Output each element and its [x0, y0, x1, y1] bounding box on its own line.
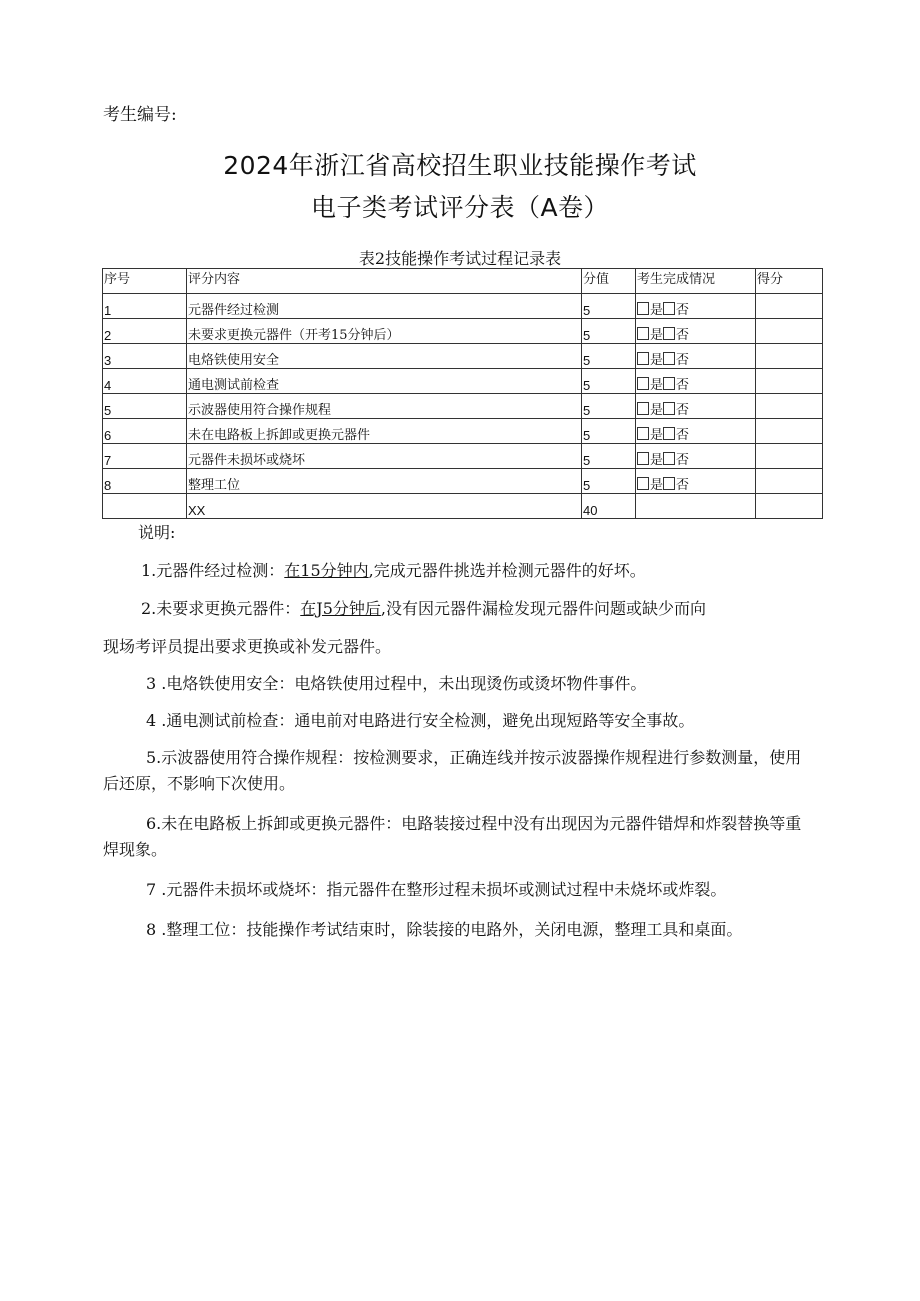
no-label: 否 [676, 378, 690, 393]
row-no: 3 [103, 344, 187, 369]
row-points[interactable] [756, 369, 823, 394]
score-table [102, 268, 823, 519]
no-label: 否 [676, 328, 690, 343]
row-no: 5 [103, 394, 187, 419]
total-label: XX [187, 494, 582, 519]
row-item: 整理工位 [187, 469, 582, 494]
table-row [103, 319, 823, 344]
notes-section [103, 520, 815, 943]
no-label: 否 [676, 478, 690, 493]
row-completion [636, 469, 756, 494]
note-6: 6.未在电路板上拆卸或更换元器件：电路装接过程中没有出现因为元器件错焊和炸裂替换等重焊现象。 [103, 814, 802, 859]
document-title: 2024年浙江省高校招生职业技能操作考试 [223, 151, 697, 180]
no-label: 否 [676, 428, 690, 443]
yes-label: 是 [650, 328, 664, 343]
row-item: 示波器使用符合操作规程 [187, 394, 582, 419]
note-2-continued: 现场考评员提出要求更换或补发元器件。 [103, 637, 392, 656]
table-row [103, 469, 823, 494]
checkbox-no[interactable] [663, 427, 675, 440]
checkbox-yes[interactable] [637, 377, 649, 390]
checkbox-no[interactable] [663, 327, 675, 340]
row-points[interactable] [756, 394, 823, 419]
row-item: 未在电路板上拆卸或更换元器件 [187, 419, 582, 444]
row-item: 通电测试前检查 [187, 369, 582, 394]
row-item: 元器件未损坏或烧坏 [187, 444, 582, 469]
table-row [103, 344, 823, 369]
no-label: 否 [676, 353, 690, 368]
yes-label: 是 [650, 353, 664, 368]
exam-number-label: 考生编号: [103, 105, 177, 125]
checkbox-no[interactable] [663, 377, 675, 390]
row-completion [636, 369, 756, 394]
note-5: 5.示波器使用符合操作规程：按检测要求，正确连线并按示波器操作规程进行参数测量，使用后还原，不影响下次使用。 [103, 748, 802, 793]
row-item: 元器件经过检测 [187, 294, 582, 319]
checkbox-yes[interactable] [637, 477, 649, 490]
row-no: 4 [103, 369, 187, 394]
no-label: 否 [676, 403, 690, 418]
yes-label: 是 [650, 303, 664, 318]
row-score: 5 [582, 369, 636, 394]
col-header-completion: 考生完成情况 [636, 269, 756, 294]
yes-label: 是 [650, 403, 664, 418]
note-3: 3 .电烙铁使用安全：电烙铁使用过程中，未出现烫伤或烫坏物件事件。 [146, 674, 647, 693]
col-header-item: 评分内容 [187, 269, 582, 294]
note-2: 2.未要求更换元器件：在J5分钟后,没有因元器件漏检发现元器件问题或缺少而向 [141, 599, 706, 618]
row-completion [636, 344, 756, 369]
checkbox-yes[interactable] [637, 427, 649, 440]
row-score: 5 [582, 344, 636, 369]
note-8: 8 .整理工位：技能操作考试结束时，除装接的电路外，关闭电源，整理工具和桌面。 [146, 920, 743, 939]
row-completion [636, 294, 756, 319]
row-no: 2 [103, 319, 187, 344]
checkbox-no[interactable] [663, 452, 675, 465]
row-completion [636, 444, 756, 469]
note-1: 1.元器件经过检测：在15分钟内,完成元器件挑选并检测元器件的好坏。 [141, 561, 646, 580]
table-row [103, 394, 823, 419]
note-4: 4 .通电测试前检查：通电前对电路进行安全检测，避免出现短路等安全事故。 [146, 711, 695, 730]
row-item: 未要求更换元器件（开考15分钟后） [187, 319, 582, 344]
yes-label: 是 [650, 453, 664, 468]
checkbox-yes[interactable] [637, 327, 649, 340]
yes-label: 是 [650, 378, 664, 393]
row-score: 5 [582, 469, 636, 494]
row-no: 6 [103, 419, 187, 444]
table-caption: 表2技能操作考试过程记录表 [358, 249, 562, 268]
col-header-no: 序号 [103, 269, 187, 294]
row-points[interactable] [756, 444, 823, 469]
yes-label: 是 [650, 428, 664, 443]
row-completion [636, 394, 756, 419]
yes-label: 是 [650, 478, 664, 493]
row-points[interactable] [756, 319, 823, 344]
checkbox-no[interactable] [663, 302, 675, 315]
row-no: 8 [103, 469, 187, 494]
table-row [103, 419, 823, 444]
document-subtitle: 电子类考试评分表（A卷） [310, 193, 610, 222]
col-header-score: 分值 [582, 269, 636, 294]
row-score: 5 [582, 294, 636, 319]
note-7: 7 .元器件未损坏或烧坏：指元器件在整形过程未损坏或测试过程中未烧坏或炸裂。 [146, 880, 727, 899]
checkbox-yes[interactable] [637, 352, 649, 365]
row-points[interactable] [756, 419, 823, 444]
no-label: 否 [676, 303, 690, 318]
table-total-row [103, 494, 823, 519]
row-score: 5 [582, 319, 636, 344]
checkbox-no[interactable] [663, 352, 675, 365]
row-score: 5 [582, 419, 636, 444]
checkbox-no[interactable] [663, 477, 675, 490]
row-completion [636, 319, 756, 344]
row-item: 电烙铁使用安全 [187, 344, 582, 369]
row-points[interactable] [756, 344, 823, 369]
notes-heading: 说明: [138, 523, 176, 542]
table-row [103, 294, 823, 319]
row-no: 7 [103, 444, 187, 469]
row-score: 5 [582, 444, 636, 469]
table-row [103, 444, 823, 469]
no-label: 否 [676, 453, 690, 468]
table-header-row [103, 269, 823, 294]
total-score: 40 [582, 494, 636, 519]
row-score: 5 [582, 394, 636, 419]
checkbox-yes[interactable] [637, 402, 649, 415]
checkbox-no[interactable] [663, 402, 675, 415]
checkbox-yes[interactable] [637, 302, 649, 315]
row-no: 1 [103, 294, 187, 319]
checkbox-yes[interactable] [637, 452, 649, 465]
table-row [103, 369, 823, 394]
row-completion [636, 419, 756, 444]
col-header-points: 得分 [756, 269, 823, 294]
row-points[interactable] [756, 469, 823, 494]
row-points[interactable] [756, 294, 823, 319]
